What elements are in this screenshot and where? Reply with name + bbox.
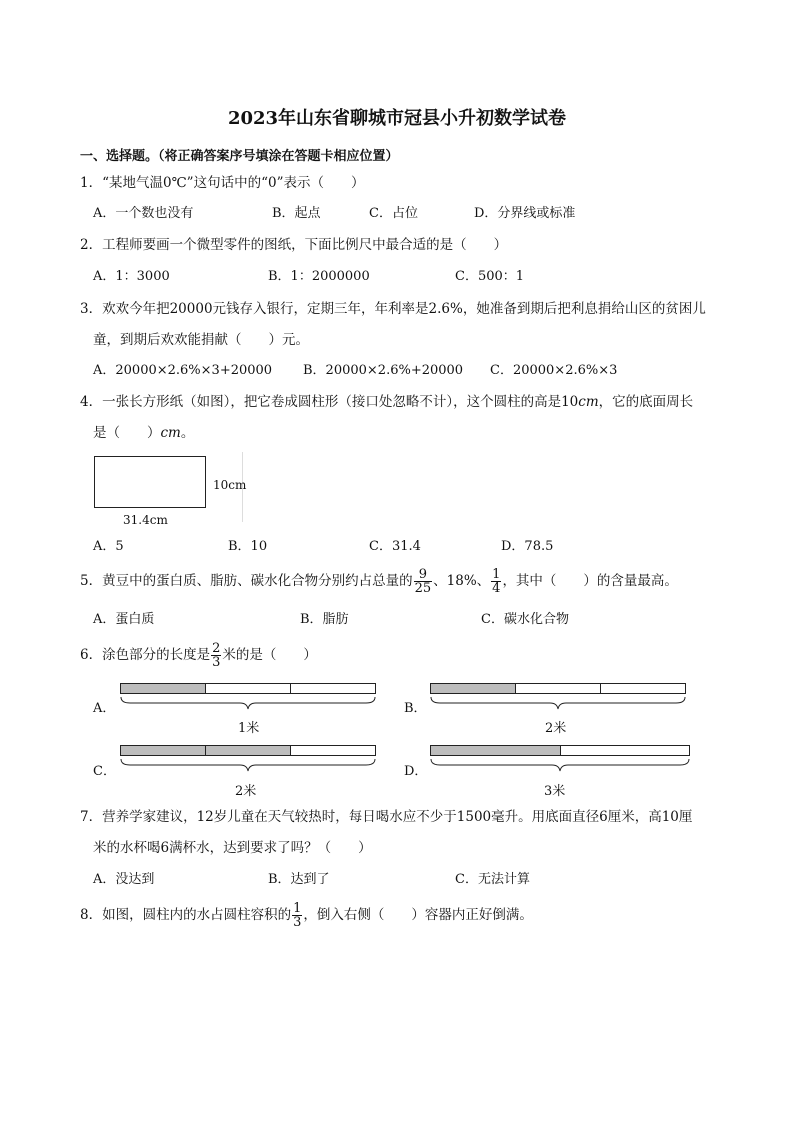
question-7-line-1: 7．营养学家建议，12岁儿童在天气较热时，每日喝水应不少于1500毫升。用底面直径6厘米，高10厘 [80, 809, 693, 825]
q6-d-length-label: 3米 [544, 784, 566, 799]
q6-b-brace [430, 696, 686, 710]
question-8 [80, 902, 533, 929]
q8-fraction [292, 902, 302, 929]
q4-option-c[interactable]: C．31.4 [369, 539, 421, 554]
q5-option-b[interactable]: B．脂肪 [300, 612, 349, 627]
q5-option-a[interactable]: A．蛋白质 [93, 612, 155, 627]
q6-b-bar [430, 683, 686, 694]
q7-option-a[interactable]: A．没达到 [93, 872, 155, 887]
q1-option-d[interactable]: D．分界线或标准 [474, 206, 576, 221]
question-7-line-2: 米的水杯喝6满杯水，达到要求了吗？（ ） [93, 840, 372, 856]
q6-c-shaded-segment-2 [206, 746, 291, 755]
q4-line1-text: 4．一张长方形纸（如图），把它卷成圆柱形（接口处忽略不计），这个圆柱的高是10 [80, 394, 579, 410]
q4-option-a[interactable]: A．5 [93, 539, 124, 554]
q4-line1-tail: ，它的底面周长 [598, 394, 694, 410]
question-2: 2．工程师要画一个微型零件的图纸，下面比例尺中最合适的是（ ） [80, 237, 508, 253]
q6-option-d[interactable]: D． [404, 764, 428, 779]
q5-fraction-1 [414, 568, 433, 595]
q1-option-a[interactable]: A．一个数也没有 [93, 206, 194, 221]
q4-line2-text: 是（ ） [93, 425, 161, 441]
q5-option-c[interactable]: C．碳水化合物 [481, 612, 569, 627]
q4-width-label: 31.4cm [123, 513, 168, 527]
q4-line2-unit: cm [160, 425, 181, 441]
q3-option-b[interactable]: B．20000×2.6%+20000 [303, 363, 464, 378]
q6-c-length-label: 2米 [235, 784, 257, 799]
q4-rectangle-figure [94, 456, 206, 508]
q7-option-b[interactable]: B．达到了 [268, 872, 330, 887]
q4-height-label: 10cm [213, 478, 247, 492]
q5-text-pre: 5．黄豆中的蛋白质、脂肪、碳水化合物分别约占总量的 [80, 573, 413, 589]
q6-d-brace [430, 758, 690, 772]
question-3-line-2: 童，到期后欢欢能捐献（ ）元。 [93, 332, 309, 348]
q6-fraction-numerator: 2 [212, 641, 221, 656]
q6-option-c[interactable]: C． [93, 764, 116, 779]
q6-c-bar [120, 745, 376, 756]
q6-fraction [211, 642, 221, 669]
q5-fraction-1-numerator: 9 [414, 568, 433, 582]
q6-option-a[interactable]: A． [93, 701, 116, 716]
q4-option-b[interactable]: B．10 [228, 539, 268, 554]
q5-text-post: ，其中（ ）的含量最高。 [502, 573, 678, 589]
q6-b-shaded-segment [431, 684, 516, 693]
q2-option-a[interactable]: A．1：3000 [93, 269, 170, 284]
q6-a-brace [120, 696, 376, 710]
q8-fraction-denominator: 3 [293, 915, 302, 930]
q2-option-c[interactable]: C．500：1 [455, 269, 525, 284]
q3-option-c[interactable]: C．20000×2.6%×3 [490, 363, 618, 378]
q8-text-post: ，倒入右侧（ ）容器内正好倒满。 [303, 907, 533, 923]
q3-option-a[interactable]: A．20000×2.6%×3+20000 [93, 363, 273, 378]
q4-unit: cm [578, 394, 599, 410]
q8-text-pre: 8．如图，圆柱内的水占圆柱容积的 [80, 907, 292, 923]
q7-option-c[interactable]: C．无法计算 [455, 872, 530, 887]
q2-option-b[interactable]: B．1：2000000 [268, 269, 370, 284]
question-1: 1．“某地气温0℃”这句话中的“0”表示（ ） [80, 175, 365, 191]
q6-option-b[interactable]: B． [404, 701, 427, 716]
q6-c-shaded-segment-1 [121, 746, 206, 755]
q6-b-segment-2 [516, 684, 601, 693]
q4-line2-tail: 。 [180, 425, 195, 441]
q6-a-length-label: 1米 [238, 721, 260, 736]
q4-option-d[interactable]: D．78.5 [501, 539, 554, 554]
q6-d-bar [430, 745, 690, 756]
question-3-line-1: 3．欢欢今年把20000元钱存入银行，定期三年，年利率是2.6%，她准备到期后把利息捐给山区的贫困儿 [80, 301, 706, 317]
section-heading: 一、选择题。（将正确答案序号填涂在答题卡相应位置） [80, 149, 399, 164]
q6-a-bar [120, 683, 376, 694]
q5-fraction-2-denominator: 4 [492, 581, 501, 596]
q6-fraction-denominator: 3 [212, 655, 221, 670]
question-4-line-1 [80, 393, 693, 411]
page-title: 2023年山东省聊城市冠县小升初数学试卷 [227, 108, 567, 129]
question-6 [80, 642, 317, 669]
q5-text-mid: 、18%、 [433, 573, 491, 589]
question-5 [80, 568, 678, 595]
q5-fraction-2-numerator: 1 [492, 567, 501, 582]
q6-text-post: 米的是（ ） [222, 647, 317, 663]
q6-d-shaded-segment [431, 746, 561, 755]
q1-option-c[interactable]: C．占位 [369, 206, 418, 221]
q8-fraction-numerator: 1 [293, 901, 302, 916]
question-4-line-2 [93, 424, 194, 442]
q1-option-b[interactable]: B．起点 [272, 206, 321, 221]
q6-a-segment-2 [206, 684, 291, 693]
q5-fraction-1-denominator: 25 [414, 581, 432, 596]
q6-text-pre: 6．涂色部分的长度是 [80, 647, 211, 663]
q6-a-shaded-segment [121, 684, 206, 693]
q6-c-brace [120, 758, 376, 772]
q6-b-length-label: 2米 [545, 721, 567, 736]
q5-fraction-2 [491, 568, 501, 595]
